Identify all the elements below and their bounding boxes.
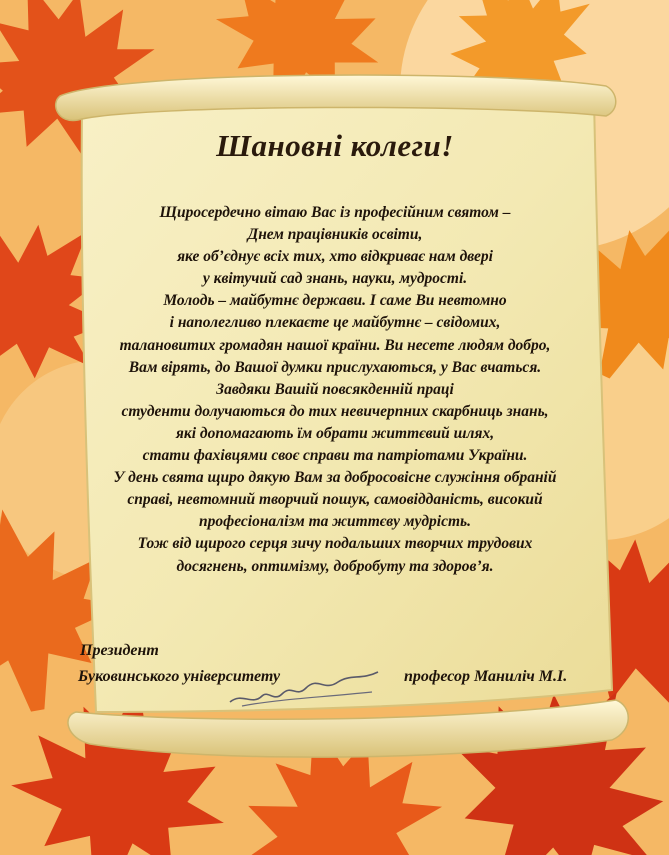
letter-line: Днем працівників освіти, xyxy=(247,226,423,244)
letter-line: Завдяки Вашій повсякденній праці xyxy=(216,380,454,398)
letter-line: стати фахівцями своє справи та патріотами України. xyxy=(142,447,528,465)
letter-line: Молодь – майбутнє держави. І саме Ви невтомно xyxy=(163,292,507,310)
letter-line: які допомагають їм обрати життєвий шлях, xyxy=(175,424,495,442)
letter-line: талановитих громадян нашої країни. Ви несете людям добро, xyxy=(119,336,551,354)
signatory-title-line1: Президент xyxy=(80,642,159,659)
signatory-title-line2: Буковинського університету xyxy=(78,668,281,685)
letter-line: студенти долучаються до тих невичерпних скарбниць знань, xyxy=(121,402,549,420)
letter-line: досягнень, оптимізму, добробуту та здоров’я. xyxy=(176,557,494,575)
greeting-letter xyxy=(70,118,600,718)
letter-line: справі, невтомний творчий пошук, самовідданість, високий xyxy=(127,491,543,509)
letter-line: Щиросердечно вітаю Вас із професійним святом – xyxy=(159,204,511,221)
signatory-name: професор Маниліч М.І. xyxy=(404,668,568,685)
letter-body xyxy=(70,202,600,578)
letter-line: Тож від щирого серця зичу подальших творчих трудових xyxy=(137,535,533,553)
letter-line: яке об’єднує всіх тих, хто відкриває нам двері xyxy=(177,248,493,266)
letter-line: У день свята щиро дякую Вам за добросовісне служіння обраній xyxy=(113,469,557,487)
letter-line: професіоналізм та життєву мудрість. xyxy=(199,513,471,531)
letter-line: у квітучий сад знань, науки, мудрості. xyxy=(202,270,468,288)
handwritten-signature xyxy=(222,662,392,714)
letter-line: і наполегливо плекаєте це майбутнє – свідомих, xyxy=(169,314,501,332)
letter-line: Вам вірять, до Вашої думки прислухаються, у Вас вчаться. xyxy=(128,358,542,376)
greeting-heading: Шановні колеги! xyxy=(216,128,454,163)
